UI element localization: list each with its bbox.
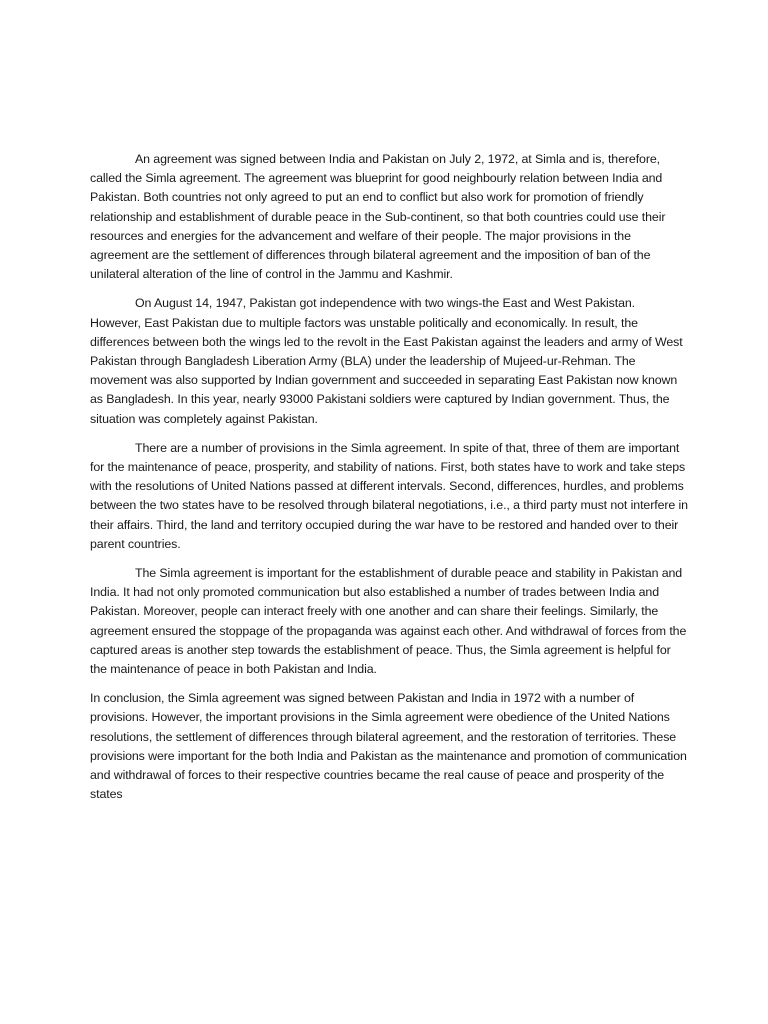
paragraph-background: On August 14, 1947, Pakistan got independence with two wings-the East and West Pakistan. However, East Pakistan due to multiple factors was unstable politically and economically. In result, the differences between both the wings led to the revolt in the East Pakistan against the leaders and army of West Pakistan through Bangladesh Liberation Army (BLA) under the leadership of Mujeed-ur-Rehman. The movement was also supported by Indian government and succeeded in separating East Pakistan now known as Bangladesh. In this year, nearly 93000 Pakistani soldiers were captured by Indian government. Thus, the situation was completely against Pakistan. bbox=[90, 296, 683, 426]
paragraph-conclusion: In conclusion, the Simla agreement was signed between Pakistan and India in 1972 with a number of provisions. However, the important provisions in the Simla agreement were obedience of the United Nations resolutions, the settlement of differences through bilateral agreement, and the restoration of territories. These provisions were important for the both India and Pakistan as the maintenance and promotion of communication and withdrawal of forces to their respective countries became the real cause of peace and prosperity of the states bbox=[90, 691, 687, 802]
document-body bbox=[90, 150, 688, 815]
paragraph-importance: The Simla agreement is important for the establishment of durable peace and stability in Pakistan and India. It had not only promoted communication but also established a number of trades between India and Pakistan. Moreover, people can interact freely with one another and can share their feelings. Similarly, the agreement ensured the stoppage of the propaganda was against each other. And withdrawal of forces from the captured areas is another step towards the establishment of peace. Thus, the Simla agreement is helpful for the maintenance of peace in both Pakistan and India. bbox=[90, 566, 687, 677]
paragraph-provisions: There are a number of provisions in the Simla agreement. In spite of that, three of them are important for the maintenance of peace, prosperity, and stability of nations. First, both states have to work and take steps with the resolutions of United Nations passed at different intervals. Second, differences, hurdles, and problems between the two states have to be resolved through bilateral negotiations, i.e., a third party must not interfere in their affairs. Third, the land and territory occupied during the war have to be restored and handed over to their parent countries. bbox=[90, 440, 688, 551]
paragraph-introduction: An agreement was signed between India and Pakistan on July 2, 1972, at Simla and is, therefore, called the Simla agreement. The agreement was blueprint for good neighbourly relation between India and Pakistan. Both countries not only agreed to put an end to conflict but also work for promotion of friendly relationship and establishment of durable peace in the Sub-continent, so that both countries could use their resources and energies for the advancement and welfare of their people. The major provisions in the agreement are the settlement of differences through bilateral agreement and the imposition of ban of the unilateral alteration of the line of control in the Jammu and Kashmir. bbox=[90, 152, 666, 282]
